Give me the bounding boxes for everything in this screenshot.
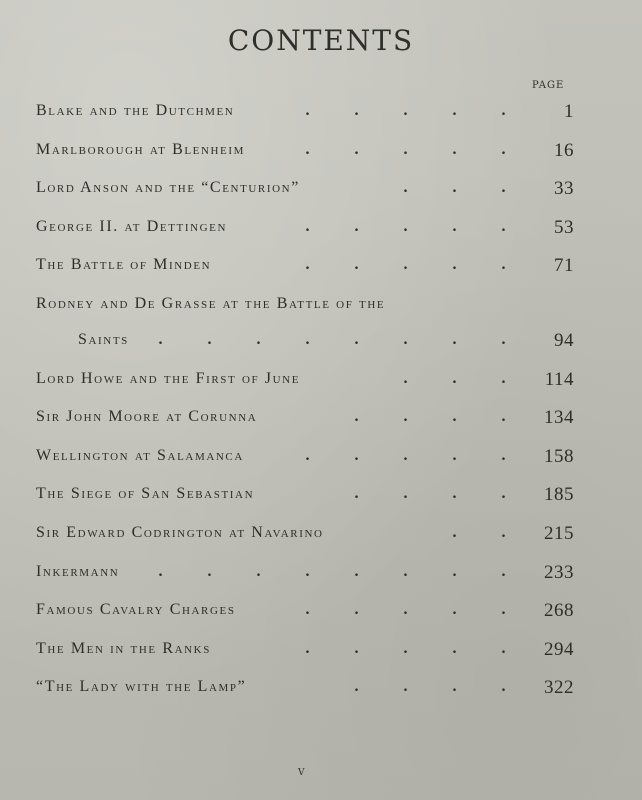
toc-entry-title: Wellington at Salamanca: [36, 446, 244, 464]
toc-entry-page: 185: [544, 484, 574, 506]
leader-dots: . . . . .: [305, 256, 506, 274]
page-column-header: PAGE: [532, 80, 565, 91]
toc-entry-title: Rodney and De Grasse at the Battle of the: [36, 294, 386, 312]
toc-entry-page: 114: [544, 368, 574, 390]
toc-entry-title-continued: Saints: [78, 330, 129, 348]
toc-entry: [36, 674, 580, 713]
toc-entry-title: Lord Howe and the First of June: [36, 369, 301, 387]
toc-entry-continuation: [36, 327, 580, 366]
toc-entry-page: 53: [554, 216, 574, 238]
toc-entry: [36, 597, 580, 636]
leader-dots: . . . . .: [305, 446, 506, 464]
leader-dots: . . . . .: [305, 140, 506, 158]
toc-entry-title: “The Lady with the Lamp”: [36, 678, 247, 696]
table-of-contents: [36, 98, 580, 713]
leader-dots: . . . . . . . .: [158, 562, 506, 580]
page-folio: v: [298, 764, 305, 779]
toc-entry-title: Sir Edward Codrington at Navarino: [36, 523, 324, 541]
toc-entry-title: Famous Cavalry Charges: [36, 601, 236, 619]
toc-entry-title: Lord Anson and the “Centurion”: [36, 179, 300, 197]
toc-entry-page: 94: [554, 329, 574, 351]
toc-entry-title: Marlborough at Blenheim: [36, 140, 246, 158]
toc-entry: [36, 98, 580, 137]
toc-entry: [36, 481, 580, 520]
toc-entry: [36, 291, 580, 327]
leader-dots: . . . . . . . .: [158, 330, 506, 348]
toc-entry-page: 233: [544, 561, 574, 583]
leader-dots: . . . .: [354, 678, 506, 696]
toc-entry: [36, 559, 580, 598]
toc-entry-title: Blake and the Dutchmen: [36, 102, 235, 119]
toc-entry-page: 268: [544, 600, 574, 622]
toc-entry-page: 33: [554, 178, 574, 200]
toc-entry: [36, 636, 580, 675]
toc-entry: [36, 404, 580, 443]
toc-entry: [36, 175, 580, 214]
toc-entry: [36, 252, 580, 291]
page-title: CONTENTS: [227, 24, 415, 57]
leader-dots: . . .: [403, 179, 506, 197]
toc-entry-page: 158: [544, 445, 574, 467]
toc-entry-title: Inkermann: [36, 562, 120, 580]
toc-entry-page: 71: [554, 255, 574, 277]
leader-dots: . . . . .: [305, 217, 506, 235]
toc-entry: [36, 520, 580, 559]
toc-entry: [36, 214, 580, 253]
toc-entry-title: Sir John Moore at Corunna: [36, 408, 258, 426]
leader-dots: . . . . .: [305, 601, 506, 619]
toc-entry-page: 134: [544, 407, 574, 429]
toc-entry: [36, 366, 580, 405]
leader-dots: . . . . .: [305, 102, 506, 119]
toc-entry: [36, 443, 580, 482]
toc-entry-title: The Siege of San Sebastian: [36, 485, 255, 503]
toc-entry-page: 16: [554, 139, 574, 161]
toc-entry: [36, 137, 580, 176]
leader-dots: . . . .: [354, 408, 506, 426]
toc-entry-title: George II. at Dettingen: [36, 217, 228, 235]
toc-entry-page: 215: [544, 522, 574, 544]
toc-entry-title: The Men in the Ranks: [36, 639, 211, 657]
toc-entry-page: 294: [544, 638, 574, 660]
leader-dots: . . . . .: [305, 639, 506, 657]
leader-dots: . .: [452, 523, 506, 541]
leader-dots: . . .: [403, 369, 506, 387]
toc-entry-page: 322: [544, 677, 574, 699]
leader-dots: . . . .: [354, 485, 506, 503]
toc-entry-title: The Battle of Minden: [36, 256, 212, 274]
toc-entry-page: 1: [564, 101, 574, 122]
